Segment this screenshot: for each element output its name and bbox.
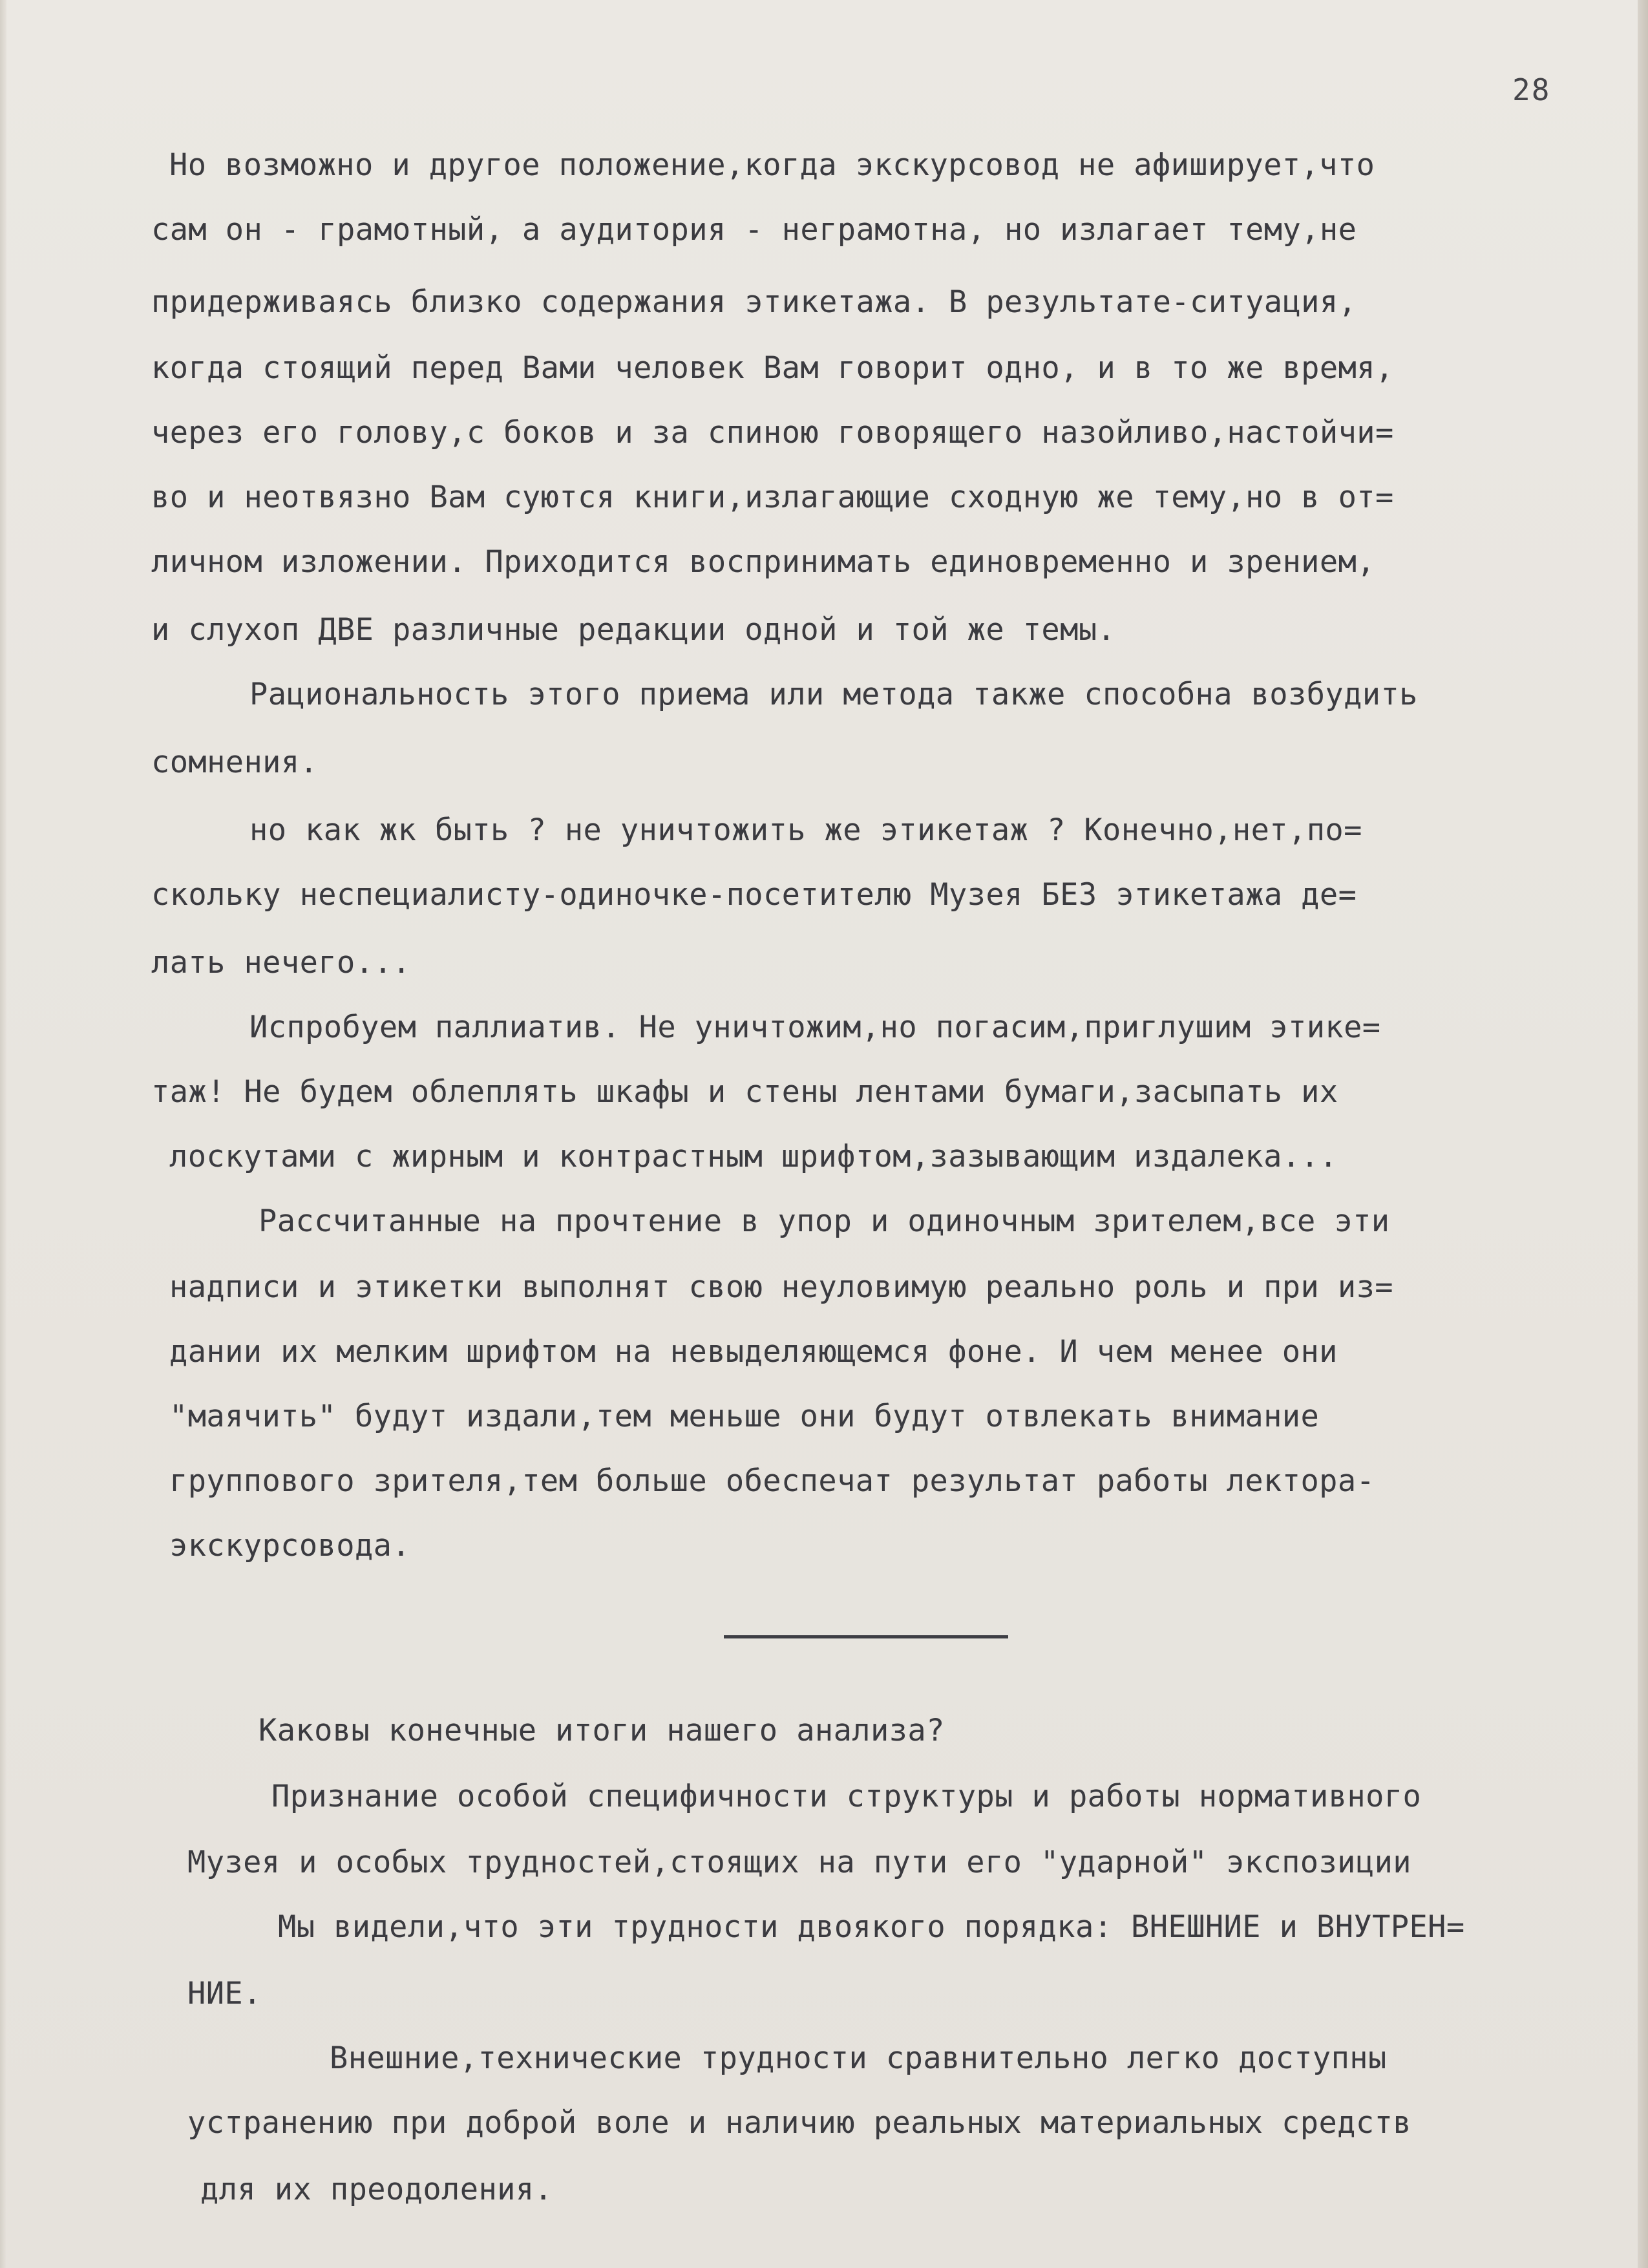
text-line: личном изложении. Приходится воспринимать единовременно и зрением, — [151, 544, 1375, 580]
page-number: 28 — [1512, 72, 1551, 107]
text-line: придерживаясь близко содержания этикетажа. В результате-ситуация, — [151, 284, 1357, 320]
text-line: Внешние,технические трудности сравнительно легко доступны — [330, 2040, 1387, 2076]
text-line: Мы видели,что эти трудности двоякого порядка: ВНЕШНИЕ и ВНУТРЕН= — [278, 1909, 1465, 1945]
text-line: Музея и особых трудностей,стоящих на пути его "ударной" экспозиции — [187, 1845, 1411, 1880]
text-line: таж! Не будем облеплять шкафы и стены лентами бумаги,засыпать их — [151, 1074, 1338, 1110]
text-line: устранению при доброй воле и наличию реальных материальных средств — [187, 2105, 1411, 2141]
page-edge-left — [0, 0, 6, 2268]
text-line: Испробуем паллиатив. Не уничтожим,но погасим,приглушим этике= — [249, 1010, 1381, 1045]
text-line: через его голову,с боков и за спиною говорящего назойливо,настойчи= — [151, 415, 1394, 450]
text-line: Рассчитанные на прочтение в упор и одиночным зрителем,все эти — [259, 1203, 1390, 1239]
section-divider — [724, 1635, 1008, 1638]
text-line: когда стоящий перед Вами человек Вам говорит одно, и в то же время, — [151, 350, 1394, 386]
text-line: Признание особой специфичности структуры и работы нормативного — [271, 1779, 1422, 1814]
text-line: НИЕ. — [187, 1976, 262, 2011]
text-line: Рациональность этого приема или метода также способна возбудить — [249, 677, 1418, 712]
page-edge-right — [1638, 0, 1648, 2268]
text-line: скольку неспециалисту-одиночке-посетителю Музея БЕЗ этикетажа де= — [151, 877, 1357, 913]
text-line: и слухоп ДВЕ различные редакции одной и той же темы. — [151, 612, 1116, 648]
text-line: но как жк быть ? не уничтожить же этикетаж ? Конечно,нет,по= — [249, 812, 1362, 848]
text-line: дании их мелким шрифтом на невыделяющемся фоне. И чем менее они — [169, 1334, 1338, 1370]
text-line: сам он - грамотный, а аудитория - неграмотна, но излагает тему,не — [151, 212, 1357, 248]
text-line: сомнения. — [151, 745, 319, 780]
text-line: экскурсовода. — [169, 1528, 411, 1563]
text-line: лоскутами с жирным и контрастным шрифтом,зазывающим издалека... — [169, 1139, 1338, 1174]
text-line: во и неотвязно Вам суются книги,излагающие сходную же тему,но в от= — [151, 480, 1394, 515]
text-line: лать нечего... — [151, 945, 411, 980]
text-line: Но возможно и другое положение,когда экскурсовод не афиширует,что — [169, 147, 1375, 183]
text-line: Каковы конечные итоги нашего анализа? — [259, 1713, 945, 1748]
text-line: "маячить" будут издали,тем меньше они будут отвлекать внимание — [169, 1399, 1320, 1434]
text-line: группового зрителя,тем больше обеспечат результат работы лектора- — [169, 1463, 1375, 1499]
text-line: надписи и этикетки выполнят свою неуловимую реально роль и при из= — [169, 1269, 1393, 1305]
text-line: для их преодоления. — [200, 2172, 553, 2207]
